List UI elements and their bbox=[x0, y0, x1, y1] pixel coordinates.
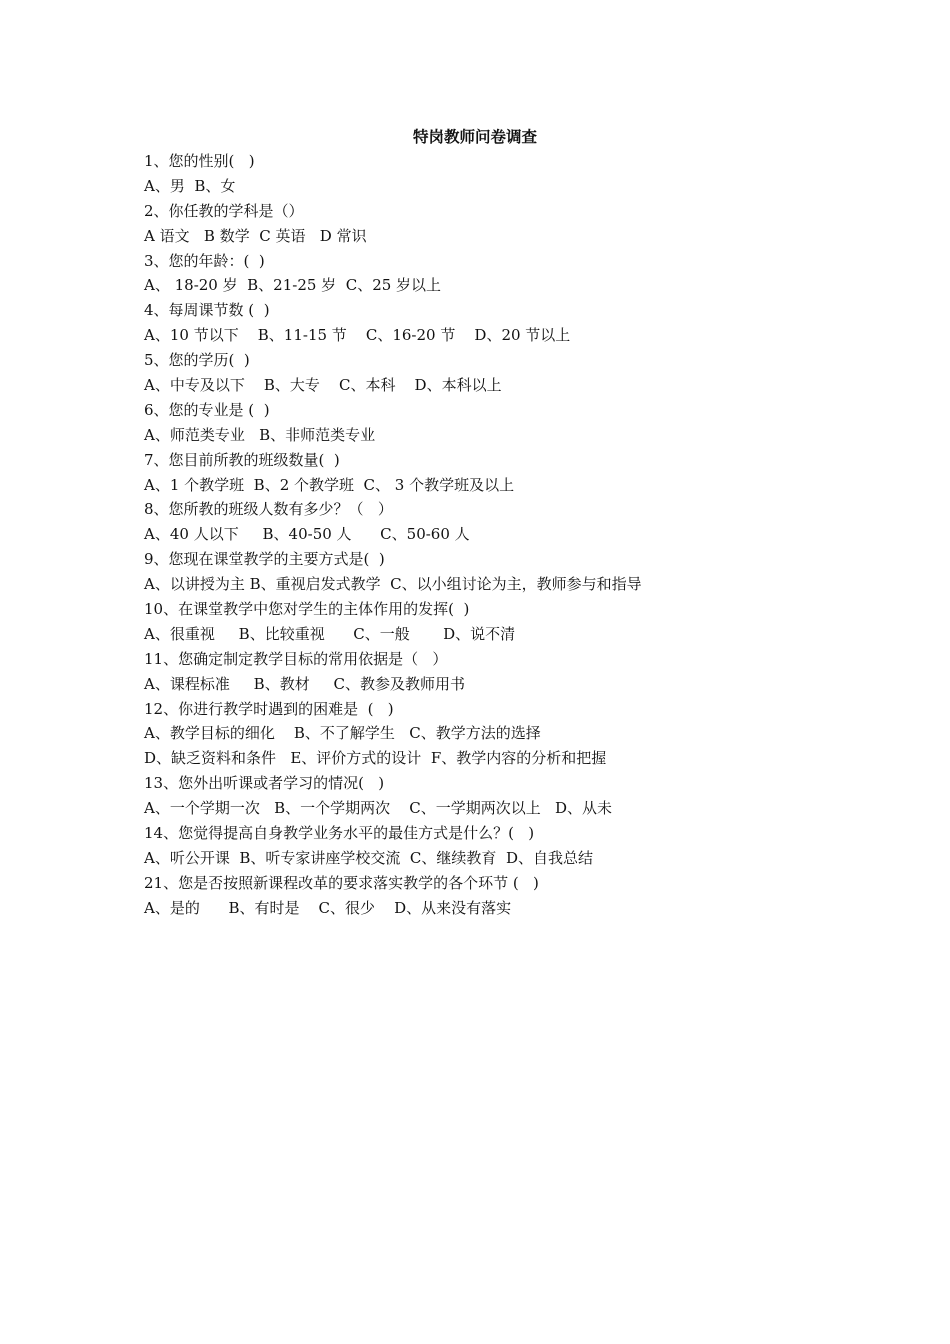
options-3: A、 18-20 岁 B、21-25 岁 C、25 岁以上 bbox=[144, 276, 442, 295]
options-2: A 语文 B 数学 C 英语 D 常识 bbox=[144, 226, 367, 245]
options-21: A、是的 B、有时是 C、很少 D、从来没有落实 bbox=[144, 898, 512, 917]
options-10: A、很重视 B、比较重视 C、一般 D、说不清 bbox=[144, 624, 516, 643]
options-4: A、10 节以下 B、11-15 节 C、16-20 节 D、20 节以上 bbox=[144, 326, 571, 345]
question-1: 1、您的性别( ) bbox=[144, 152, 255, 170]
options-12-a: A、教学目标的细化 B、不了解学生 C、教学方法的选择 bbox=[144, 724, 541, 743]
question-2: 2、你任教的学科是（） bbox=[144, 201, 304, 220]
question-6: 6、您的专业是 ( ) bbox=[144, 400, 270, 419]
options-12-b: D、缺乏资料和条件 E、评价方式的设计 F、教学内容的分析和把握 bbox=[144, 749, 607, 768]
question-7: 7、您目前所教的班级数量( ) bbox=[144, 450, 340, 469]
options-1: A、男 B、女 bbox=[144, 176, 236, 195]
options-11: A、课程标准 B、教材 C、教参及教师用书 bbox=[144, 674, 466, 693]
question-10: 10、在课堂教学中您对学生的主体作用的发挥( ) bbox=[144, 600, 470, 619]
question-14: 14、您觉得提高自身教学业务水平的最佳方式是什么？( ) bbox=[144, 824, 535, 843]
question-8: 8、您所教的班级人数有多少？（ ） bbox=[144, 500, 393, 519]
question-4: 4、每周课节数 ( ) bbox=[144, 301, 270, 320]
question-11: 11、您确定制定教学目标的常用依据是（ ） bbox=[144, 649, 448, 668]
options-6: A、师范类专业 B、非师范类专业 bbox=[144, 425, 376, 444]
question-5: 5、您的学历( ) bbox=[144, 351, 250, 370]
options-14: A、听公开课 B、听专家讲座学校交流 C、继续教育 D、自我总结 bbox=[144, 848, 593, 867]
question-list bbox=[144, 149, 864, 921]
question-12: 12、你进行教学时遇到的困难是 ( ) bbox=[144, 699, 394, 718]
question-21: 21、您是否按照新课程改革的要求落实教学的各个环节 ( ) bbox=[144, 873, 539, 892]
options-13: A、一个学期一次 B、一个学期两次 C、一学期两次以上 D、从未 bbox=[144, 799, 613, 818]
options-5: A、中专及以下 B、大专 C、本科 D、本科以上 bbox=[144, 376, 502, 395]
question-3: 3、您的年龄：( ) bbox=[144, 251, 265, 270]
question-13: 13、您外出听课或者学习的情况( ) bbox=[144, 774, 385, 793]
question-9: 9、您现在课堂教学的主要方式是( ) bbox=[144, 550, 385, 569]
options-8: A、40 人以下 B、40-50 人 C、50-60 人 bbox=[144, 525, 470, 544]
options-9: A、以讲授为主 B、重视启发式教学 C、以小组讨论为主，教师参与和指导 bbox=[144, 575, 642, 594]
document-title: 特岗教师问卷调查 bbox=[412, 127, 537, 146]
options-7: A、1 个教学班 B、2 个教学班 C、 3 个教学班及以上 bbox=[144, 475, 515, 494]
